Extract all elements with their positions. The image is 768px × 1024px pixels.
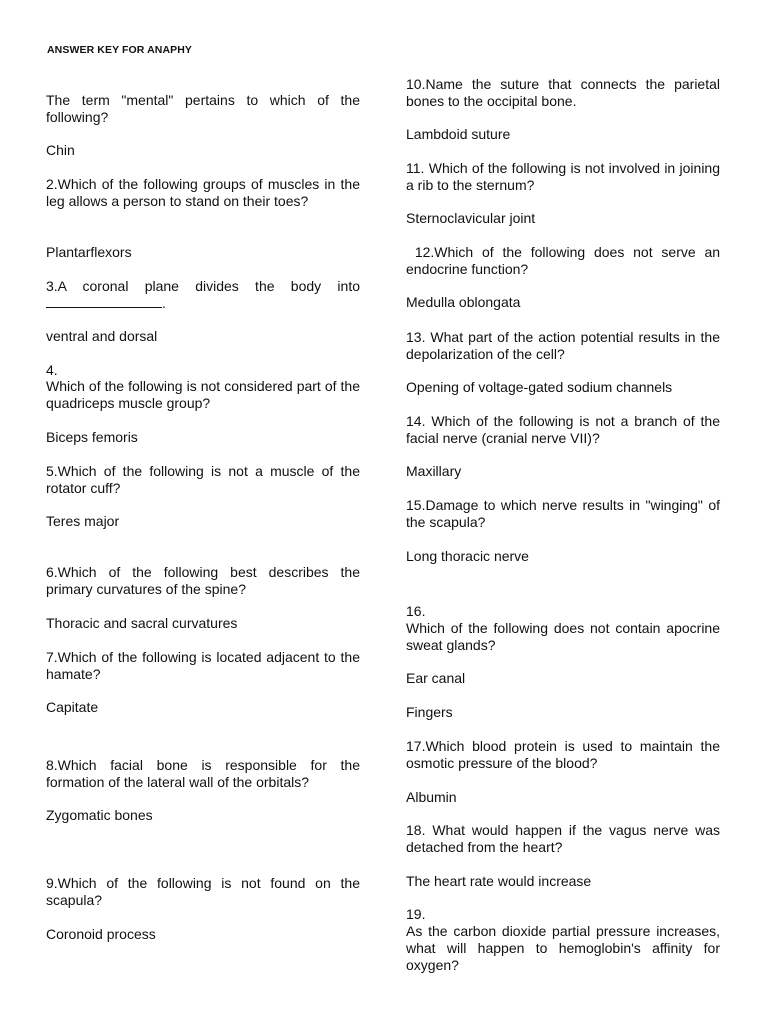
answer-1: Chin bbox=[46, 142, 75, 158]
answer-2: Plantarflexors bbox=[46, 244, 132, 260]
question-11: 11. Which of the following is not involved in joining a rib to the sternum? bbox=[406, 160, 720, 193]
question-16-number: 16. bbox=[406, 603, 426, 619]
answer-7: Capitate bbox=[46, 699, 99, 715]
question-3-end: . bbox=[162, 295, 166, 311]
question-18: 18. What would happen if the vagus nerve was detached from the heart? bbox=[406, 822, 720, 855]
answer-16-second: Fingers bbox=[406, 704, 453, 720]
question-14: 14. Which of the following is not a branch of the facial nerve (cranial nerve VII)? bbox=[406, 413, 720, 446]
question-6: 6.Which of the following best describes the primary curvatures of the spine? bbox=[46, 564, 360, 597]
question-3 bbox=[46, 278, 360, 312]
question-16: Which of the following does not contain apocrine sweat glands? bbox=[406, 620, 720, 653]
answer-18: The heart rate would increase bbox=[406, 873, 592, 889]
answer-14: Maxillary bbox=[406, 463, 462, 479]
answer-12: Medulla oblongata bbox=[406, 294, 521, 310]
answer-3: ventral and dorsal bbox=[46, 328, 158, 344]
question-4-number: 4. bbox=[46, 362, 58, 378]
answer-6: Thoracic and sacral curvatures bbox=[46, 615, 238, 631]
answer-8: Zygomatic bones bbox=[46, 807, 153, 823]
question-2: 2.Which of the following groups of muscles in the leg allows a person to stand on their toes? bbox=[46, 176, 360, 209]
answer-10: Lambdoid suture bbox=[406, 126, 511, 142]
question-17: 17.Which blood protein is used to maintain the osmotic pressure of the blood? bbox=[406, 738, 720, 771]
answer-4: Biceps femoris bbox=[46, 429, 138, 445]
answer-17: Albumin bbox=[406, 789, 457, 805]
question-13: 13. What part of the action potential results in the depolarization of the cell? bbox=[406, 329, 720, 362]
question-15: 15.Damage to which nerve results in "winging" of the scapula? bbox=[406, 497, 720, 530]
question-9: 9.Which of the following is not found on the scapula? bbox=[46, 875, 360, 908]
answer-9: Coronoid process bbox=[46, 926, 156, 942]
answer-16: Ear canal bbox=[406, 670, 466, 686]
question-19-number: 19. bbox=[406, 906, 426, 922]
answer-15: Long thoracic nerve bbox=[406, 548, 529, 564]
question-7: 7.Which of the following is located adjacent to the hamate? bbox=[46, 649, 360, 682]
question-19: As the carbon dioxide partial pressure increases, what will happen to hemoglobin's affinity for oxygen? bbox=[406, 923, 720, 973]
question-8: 8.Which facial bone is responsible for the formation of the lateral wall of the orbitals? bbox=[46, 757, 360, 790]
question-12: 12.Which of the following does not serve an endocrine function? bbox=[406, 244, 724, 277]
question-5: 5.Which of the following is not a muscle of the rotator cuff? bbox=[46, 463, 360, 496]
question-4: Which of the following is not considered part of the quadriceps muscle group? bbox=[46, 378, 360, 411]
question-3-text: 3.A coronal plane divides the body into bbox=[46, 278, 360, 294]
answer-5: Teres major bbox=[46, 513, 120, 529]
document-title: ANSWER KEY FOR ANAPHY bbox=[47, 44, 193, 56]
answer-blank bbox=[46, 295, 162, 308]
question-10: 10.Name the suture that connects the parietal bones to the occipital bone. bbox=[406, 76, 720, 109]
answer-11: Sternoclavicular joint bbox=[406, 210, 536, 226]
answer-13: Opening of voltage-gated sodium channels bbox=[406, 379, 673, 395]
question-1: The term "mental" pertains to which of the following? bbox=[46, 92, 360, 125]
